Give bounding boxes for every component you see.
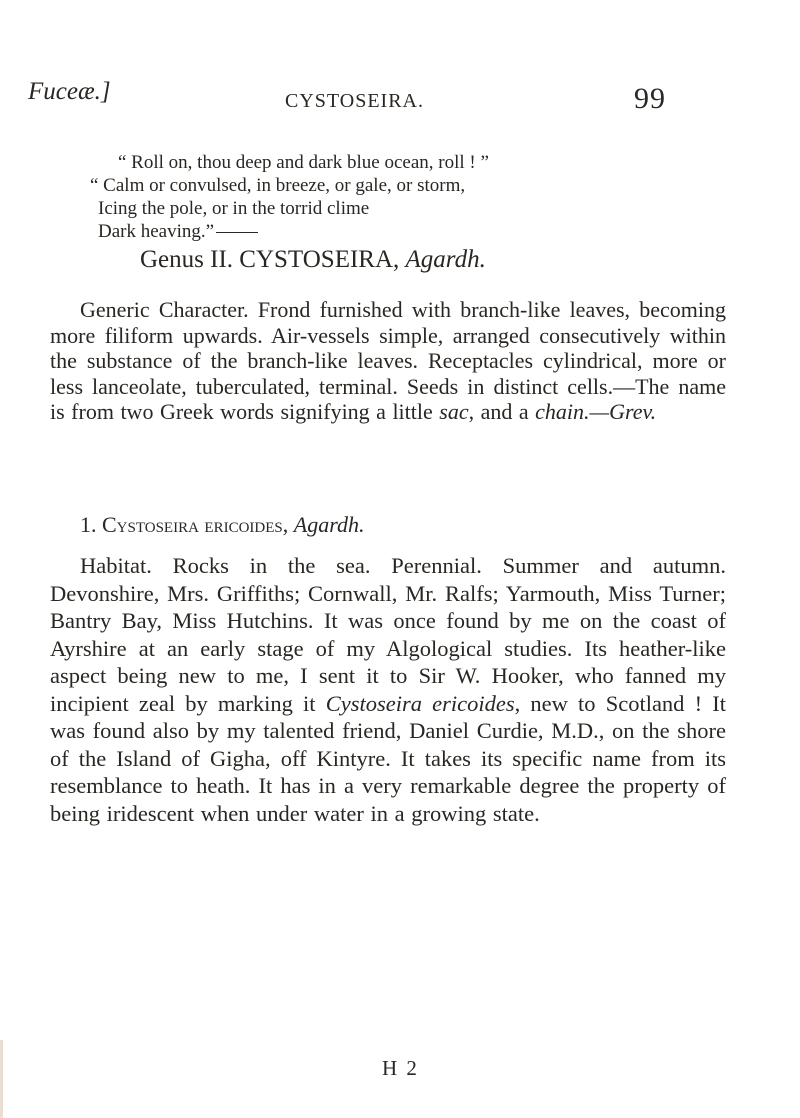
generic-emph-chain: chain.—Grev. bbox=[535, 399, 657, 424]
habitat-text-b: , new to Scotland ! It was found also by my talented friend, Daniel Curdie, M.D., on the shore of the Island of Gigha, off Kintyre. It takes its specific name from its resemblance to heath. It has in a very remarkable degree the property of being iridescent when under water in a growing state. bbox=[50, 690, 726, 826]
genus-heading bbox=[140, 246, 486, 274]
habitat-emph-species: Cystoseira ericoides bbox=[325, 690, 515, 716]
genus-label: Genus II. bbox=[140, 246, 234, 273]
running-head bbox=[0, 78, 800, 118]
poem-dash-rule bbox=[216, 232, 258, 233]
species-author: Agardh. bbox=[293, 512, 365, 537]
generic-character-paragraph bbox=[50, 297, 726, 425]
habitat-text-a: Habitat. Rocks in the sea. Perennial. Summer and autumn. Devonshire, Mrs. Griffiths; Cornwall, Mr. Ralfs; Yarmouth, Miss Turner; Bantry Bay, Miss Hutchins. It was once found by me on the coast of Ayrshire at an early stage of my Algological studies. Its heather-like aspect being new to me, I sent it to Sir W. Hooker, who fanned my incipient zeal by marking it bbox=[50, 553, 726, 716]
poem-quote bbox=[90, 151, 650, 243]
species-number: 1. bbox=[80, 512, 97, 537]
poem-line: Icing the pole, or in the torrid clime bbox=[98, 198, 370, 219]
poem-line-text: Dark heaving.” bbox=[98, 221, 215, 242]
section-label: Fuceæ.] bbox=[28, 78, 111, 105]
generic-emph-sac: sac bbox=[439, 399, 469, 424]
species-heading bbox=[80, 512, 364, 538]
page-edge-mark bbox=[0, 1040, 3, 1118]
genus-name: CYSTOSEIRA, bbox=[239, 246, 400, 273]
poem-line: “ Calm or convulsed, in breeze, or gale, or storm, bbox=[90, 175, 466, 196]
poem-line-last bbox=[90, 220, 650, 243]
running-title: CYSTOSEIRA. bbox=[285, 90, 424, 112]
species-epithet: ericoides, bbox=[204, 512, 289, 537]
generic-text-b: , and a bbox=[468, 399, 536, 424]
genus-author: Agardh. bbox=[405, 246, 486, 273]
signature-mark: H 2 bbox=[382, 1056, 419, 1080]
poem-line: “ Roll on, thou deep and dark blue ocean, roll ! ” bbox=[118, 152, 489, 173]
species-genus: Cystoseira bbox=[102, 512, 199, 537]
page-number: 99 bbox=[634, 82, 666, 115]
habitat-paragraph bbox=[50, 552, 726, 827]
generic-text-a: Generic Character. Frond furnished with branch-like leaves, becoming more filiform upwards. Air-vessels simple, arranged consecutively within the substance of the branch-like leaves. Receptacles cylindrical, more or less lanceolate, tuberculated, terminal. Seeds in distinct cells.—The name is from two Greek words signifying a little bbox=[50, 297, 726, 424]
